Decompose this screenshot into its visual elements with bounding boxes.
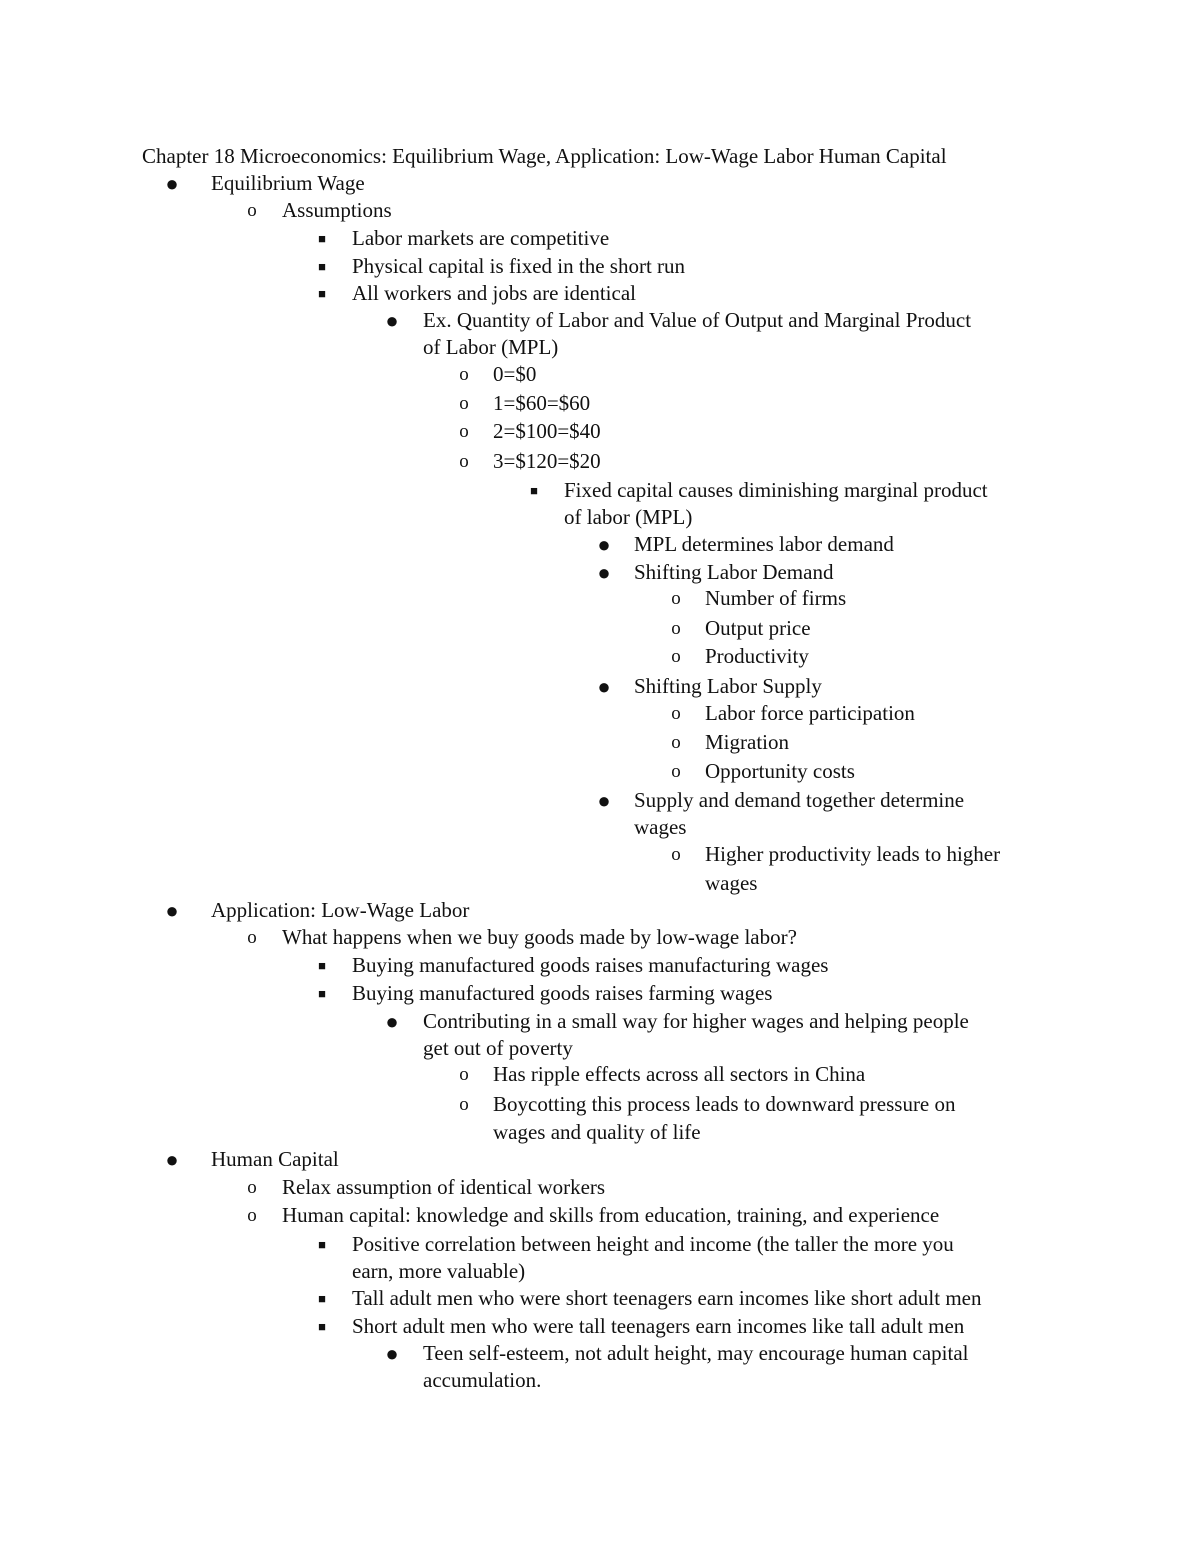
dot-bullet-icon: ● [385, 308, 399, 333]
outline-item: Human capital: knowledge and skills from education, training, and experience [282, 1203, 940, 1227]
outline-item: Number of firms [705, 586, 847, 610]
dot-bullet-icon: ● [385, 1341, 399, 1366]
outline-item: Shifting Labor Demand [634, 560, 834, 584]
outline-item: All workers and jobs are identical [352, 281, 636, 305]
outline-item: Ex. Quantity of Labor and Value of Output and Marginal Product [423, 308, 972, 332]
circle-bullet-icon: o [459, 451, 469, 472]
dot-bullet-icon: ● [165, 1147, 179, 1172]
outline-item: Shifting Labor Supply [634, 674, 822, 698]
circle-bullet-icon: o [671, 732, 681, 753]
outline-item: Contributing in a small way for higher wages and helping people [423, 1009, 969, 1033]
circle-bullet-icon: o [459, 1094, 469, 1115]
outline-item: Higher productivity leads to higher [705, 842, 1001, 866]
outline-item: Opportunity costs [705, 759, 855, 783]
outline-item-continuation: earn, more valuable) [352, 1259, 526, 1283]
square-bullet-icon: ■ [530, 483, 538, 498]
outline-item: Supply and demand together determine [634, 788, 965, 812]
circle-bullet-icon: o [459, 364, 469, 385]
circle-bullet-icon: o [671, 844, 681, 865]
outline-item: Buying manufactured goods raises farming wages [352, 981, 773, 1005]
outline-item-continuation: of labor (MPL) [564, 505, 693, 529]
circle-bullet-icon: o [459, 1064, 469, 1085]
circle-bullet-icon: o [247, 200, 257, 221]
outline-item: Migration [705, 730, 789, 754]
outline-item: Teen self-esteem, not adult height, may encourage human capital [423, 1341, 969, 1365]
outline-item: Equilibrium Wage [211, 171, 365, 195]
outline-item-continuation: wages [705, 871, 758, 895]
outline-item: 3=$120=$20 [493, 449, 601, 473]
outline-item: Tall adult men who were short teenagers earn incomes like short adult men [352, 1286, 982, 1310]
outline-item: Buying manufactured goods raises manufacturing wages [352, 953, 829, 977]
outline-item-continuation: get out of poverty [423, 1036, 573, 1060]
circle-bullet-icon: o [459, 421, 469, 442]
outline-item: 0=$0 [493, 362, 537, 386]
dot-bullet-icon: ● [597, 532, 611, 557]
circle-bullet-icon: o [671, 618, 681, 639]
dot-bullet-icon: ● [597, 674, 611, 699]
dot-bullet-icon: ● [165, 171, 179, 196]
outline-item: Physical capital is fixed in the short run [352, 254, 686, 278]
square-bullet-icon: ■ [318, 259, 326, 274]
circle-bullet-icon: o [247, 927, 257, 948]
circle-bullet-icon: o [459, 393, 469, 414]
outline-item: What happens when we buy goods made by low-wage labor? [282, 925, 797, 949]
square-bullet-icon: ■ [318, 286, 326, 301]
dot-bullet-icon: ● [385, 1009, 399, 1034]
outline-item: Productivity [705, 644, 809, 668]
dot-bullet-icon: ● [597, 788, 611, 813]
dot-bullet-icon: ● [597, 560, 611, 585]
circle-bullet-icon: o [671, 646, 681, 667]
outline-item: 2=$100=$40 [493, 419, 601, 443]
outline-item-continuation: wages [634, 815, 687, 839]
document-title: Chapter 18 Microeconomics: Equilibrium Wage, Application: Low-Wage Labor Human Capital [142, 144, 947, 168]
outline-item: Assumptions [282, 198, 392, 222]
circle-bullet-icon: o [671, 703, 681, 724]
outline-item: MPL determines labor demand [634, 532, 894, 556]
square-bullet-icon: ■ [318, 958, 326, 973]
outline-item: Has ripple effects across all sectors in China [493, 1062, 866, 1086]
outline-item: Output price [705, 616, 811, 640]
outline-item-continuation: accumulation. [423, 1368, 542, 1392]
square-bullet-icon: ■ [318, 1319, 326, 1334]
square-bullet-icon: ■ [318, 1237, 326, 1252]
outline-item: Relax assumption of identical workers [282, 1175, 606, 1199]
dot-bullet-icon: ● [165, 898, 179, 923]
square-bullet-icon: ■ [318, 231, 326, 246]
circle-bullet-icon: o [671, 588, 681, 609]
circle-bullet-icon: o [671, 761, 681, 782]
outline-item-continuation: wages and quality of life [493, 1120, 701, 1144]
square-bullet-icon: ■ [318, 986, 326, 1001]
outline-item: Positive correlation between height and income (the taller the more you [352, 1232, 954, 1256]
square-bullet-icon: ■ [318, 1291, 326, 1306]
outline-item: Labor markets are competitive [352, 226, 610, 250]
outline-item: Human Capital [211, 1147, 339, 1171]
outline-item: Labor force participation [705, 701, 915, 725]
outline-item: 1=$60=$60 [493, 391, 591, 415]
circle-bullet-icon: o [247, 1177, 257, 1198]
outline-item: Application: Low-Wage Labor [211, 898, 470, 922]
circle-bullet-icon: o [247, 1205, 257, 1226]
outline-item: Boycotting this process leads to downward pressure on [493, 1092, 956, 1116]
outline-item-continuation: of Labor (MPL) [423, 335, 559, 359]
outline-item: Short adult men who were tall teenagers earn incomes like tall adult men [352, 1314, 965, 1338]
outline-item: Fixed capital causes diminishing marginal product [564, 478, 988, 502]
